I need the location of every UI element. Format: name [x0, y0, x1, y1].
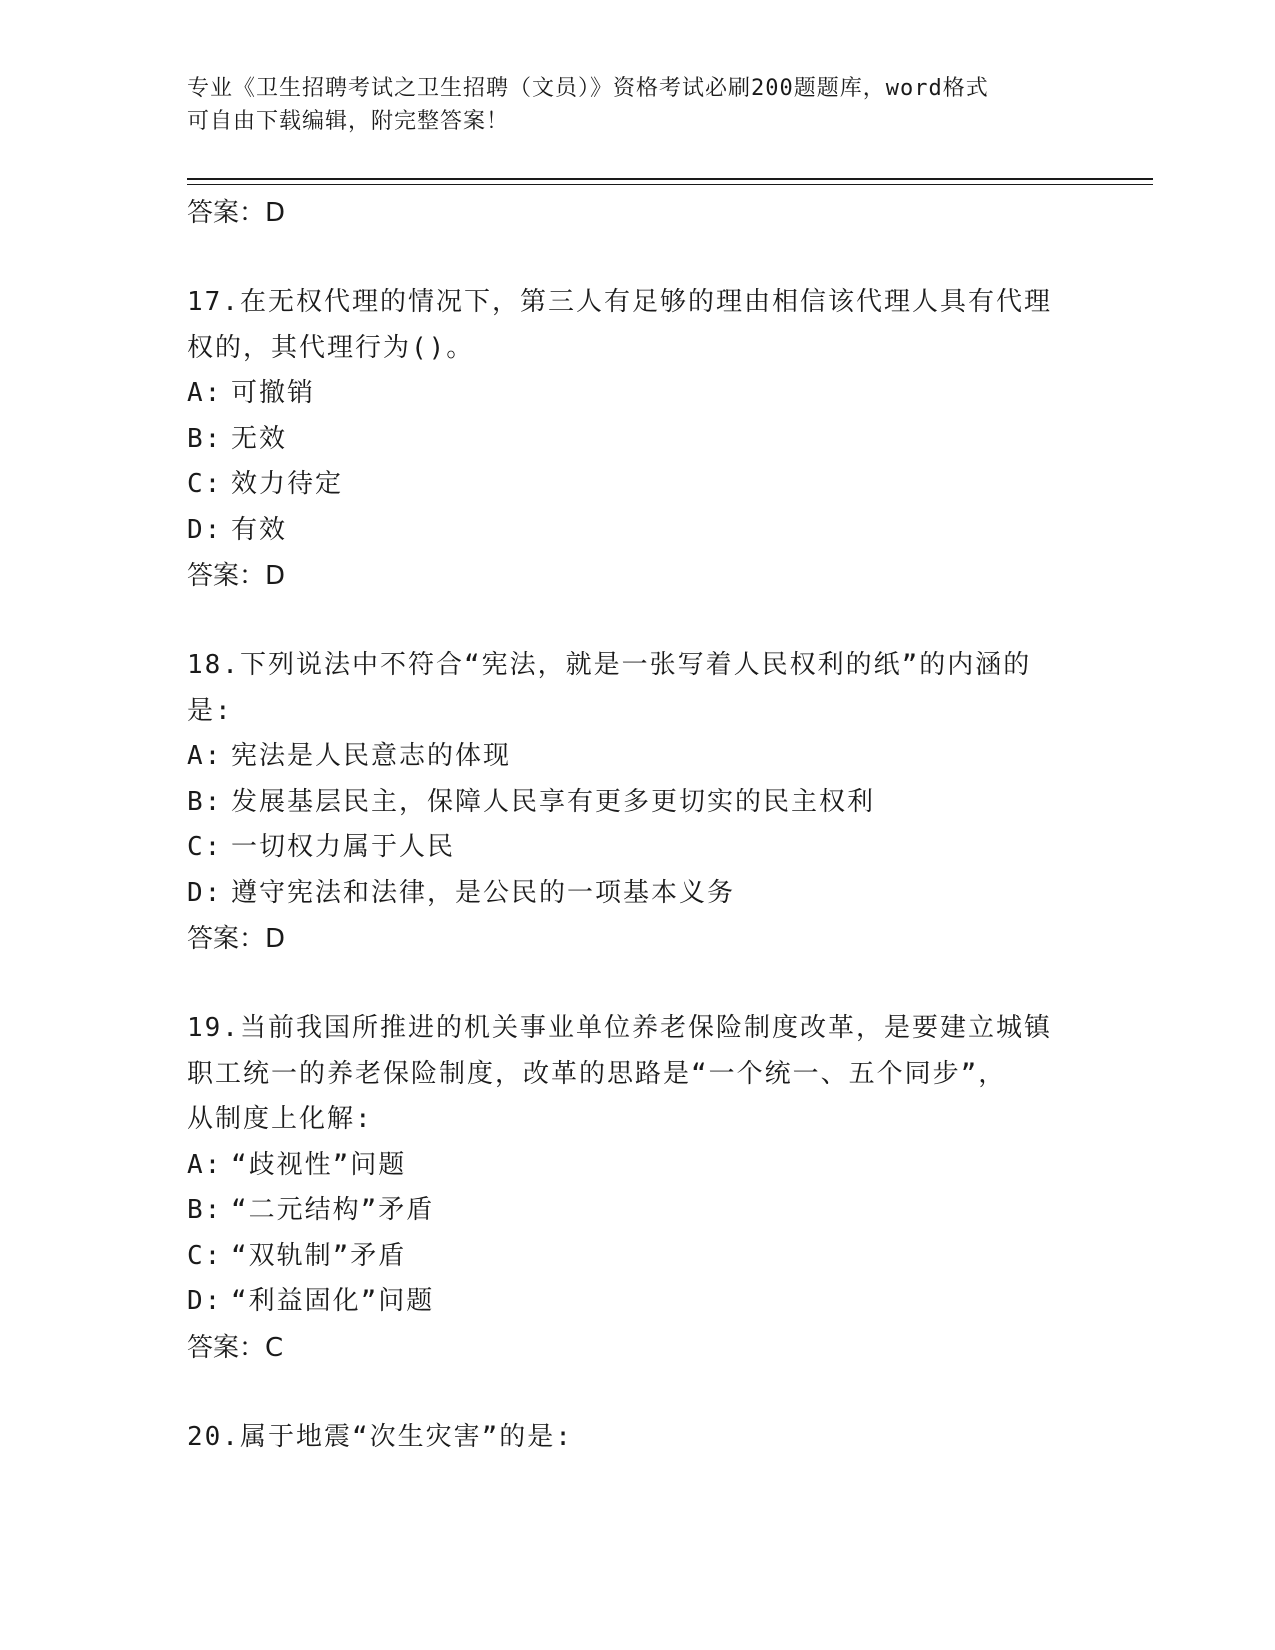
question-17-answer: 答案：D [187, 561, 286, 591]
header-divider-thick [187, 178, 1153, 180]
option-letter: A: [187, 1149, 223, 1180]
question-19-option-b [187, 1188, 1087, 1234]
question-18-text-line-1: 18.下列说法中不符合“宪法，就是一张写着人民权利的纸”的内涵的 [187, 650, 1032, 680]
question-18-option-c [187, 825, 1087, 871]
option-text: “二元结构”矛盾 [231, 1195, 435, 1225]
question-17-text-line-1: 17.在无权代理的情况下，第三人有足够的理由相信该代理人具有代理 [187, 287, 1052, 317]
question-19-text-line-1: 19.当前我国所推进的机关事业单位养老保险制度改革，是要建立城镇 [187, 1013, 1052, 1043]
page-header [187, 72, 1067, 138]
question-17-option-a [187, 371, 1087, 417]
question-20 [187, 1415, 1087, 1461]
option-text: 效力待定 [231, 469, 344, 499]
option-text: 遵守宪法和法律，是公民的一项基本义务 [231, 877, 736, 908]
question-19-text-line-2: 职工统一的养老保险制度，改革的思路是“一个统一、五个同步”， [187, 1058, 1007, 1089]
option-letter: B: [187, 1195, 223, 1225]
option-text: “利益固化”问题 [231, 1286, 435, 1316]
question-17 [187, 280, 1087, 599]
option-text: 发展基层民主，保障人民享有更多更切实的民主权利 [231, 786, 876, 817]
question-17-option-c [187, 462, 1087, 508]
option-letter: A: [187, 741, 223, 771]
option-letter: C: [187, 469, 223, 499]
question-list [187, 190, 1087, 1460]
option-text: 有效 [231, 514, 288, 545]
option-text: 可撤销 [231, 378, 316, 408]
question-17-option-d [187, 508, 1087, 554]
header-title-line-1: 专业《卫生招聘考试之卫生招聘（文员）》资格考试必刷200题题库，word格式 [187, 76, 989, 101]
option-text: 一切权力属于人民 [231, 832, 456, 862]
option-text: 宪法是人民意志的体现 [231, 741, 512, 771]
question-19-option-d [187, 1279, 1087, 1325]
header-divider-thin [187, 184, 1153, 185]
question-19-option-c [187, 1234, 1087, 1280]
question-18-answer: 答案：D [187, 924, 286, 954]
question-18-option-d [187, 871, 1087, 917]
question-19-option-a [187, 1143, 1087, 1189]
option-letter: C: [187, 1240, 223, 1271]
option-letter: D: [187, 514, 223, 545]
option-letter: A: [187, 378, 223, 408]
question-17-text-line-2: 权的，其代理行为()。 [187, 332, 475, 363]
question-18-option-b [187, 780, 1087, 826]
question-18-option-a [187, 734, 1087, 780]
option-letter: D: [187, 877, 223, 908]
option-letter: B: [187, 423, 223, 454]
option-text: 无效 [231, 423, 288, 454]
previous-answer: 答案：D [187, 198, 286, 228]
question-20-text-line-1: 20.属于地震“次生灾害”的是: [187, 1421, 573, 1452]
option-text: “双轨制”矛盾 [231, 1240, 407, 1271]
header-title-line-2: 可自由下载编辑，附完整答案！ [187, 109, 510, 134]
option-letter: B: [187, 786, 223, 817]
question-19 [187, 1006, 1087, 1371]
question-19-answer: 答案：C [187, 1332, 284, 1363]
question-19-text-line-3: 从制度上化解: [187, 1104, 373, 1134]
option-letter: C: [187, 832, 223, 862]
question-18-text-line-2: 是: [187, 695, 233, 726]
question-17-option-b [187, 417, 1087, 463]
question-18 [187, 643, 1087, 962]
option-text: “歧视性”问题 [231, 1149, 407, 1180]
option-letter: D: [187, 1286, 223, 1316]
